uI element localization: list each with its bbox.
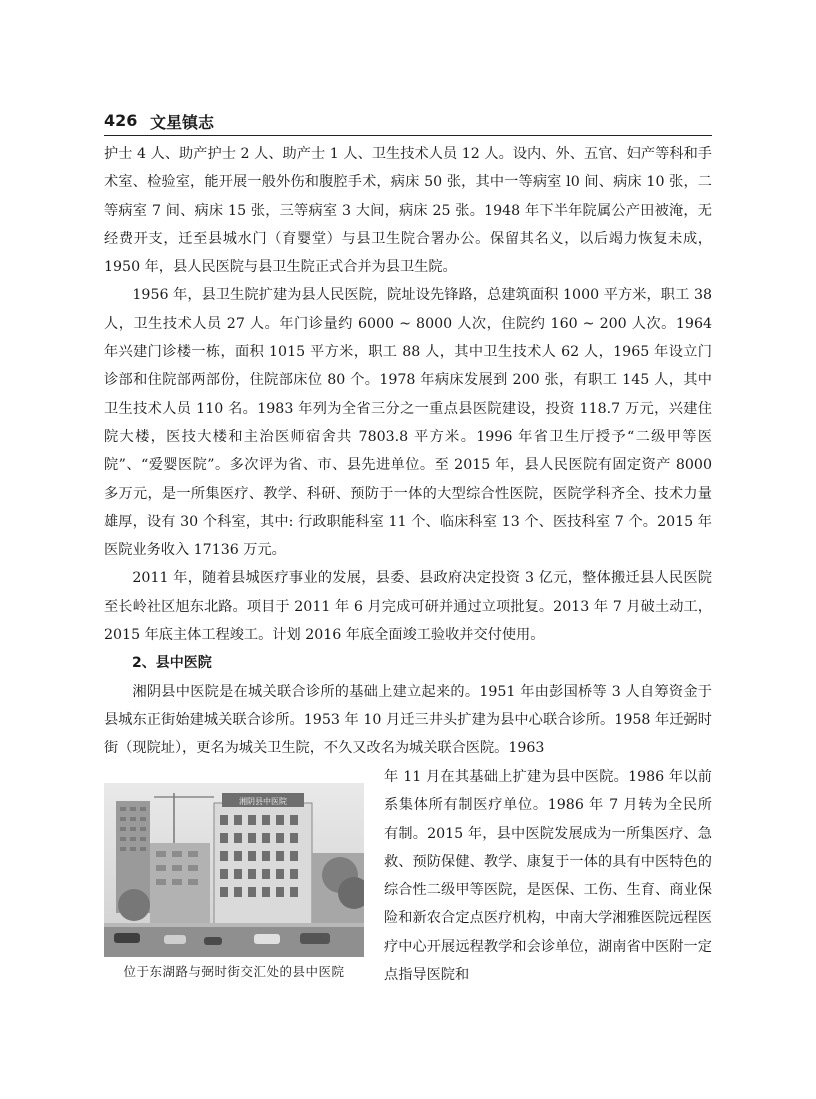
paragraph: 湘阴县中医院是在城关联合诊所的基础上建立起来的。1951 年由彭国桥等 3 人自筹资金于县城东正街始建城关联合诊所。1953 年 10 月迁三井头扩建为县中心联合诊所。1958 年迁弼时街（现院址），更名为城关卫生院，不久又改名为城关联合医院。1963 (104, 683, 712, 757)
page-header (104, 109, 712, 136)
main-text (104, 140, 712, 763)
paragraph: 护士 4 人、助产护士 2 人、助产士 1 人、卫生技术人员 12 人。设内、外、五官、妇产等科和手术室、检验室，能开展一般外伤和腹腔手术，病床 50 张，其中一等病室 l0 间、病床 10 张，二等病室 7 间、病床 15 张，三等病室 3 大间，病床 25 张。1948 年下半年院属公产田被淹，无经费开支，迁至县城水门（育婴堂）与县卫生院合署办公。保留其名义，以后竭力恢复未成，1950 年，县人民医院与县卫生院正式合并为县卫生院。 (104, 146, 712, 276)
section-heading: 2、县中医院 (132, 655, 212, 672)
paragraph: 2011 年，随着县城医疗事业的发展，县委、县政府决定投资 3 亿元，整体搬迁县人民医院至长岭社区旭东北路。项目于 2011 年 6 月完成可研并通过立项批复。2013 年 7 月破土动工，2015 年底主体工程竣工。计划 2016 年底全面竣工验收并交付使用。 (104, 570, 712, 644)
hospital-sign-text: 湘阴县中医院 (239, 797, 287, 806)
paragraph-continuation: 年 11 月在其基础上扩建为县中医院。1986 年以前系集体所有制医疗单位。1986 年 7 月转为全民所有制。2015 年，县中医院发展成为一所集医疗、急救、预防保健、教学、康复于一体的具有中医特色的综合性二级甲等医院，是医保、工伤、生育、商业保险和新农合定点医疗机构，中南大学湘雅医院远程医疗中心开展远程教学和会诊单位，湖南省中医附一定点指导医院和 (384, 769, 712, 984)
hospital-photo-illustration (104, 783, 364, 957)
book-title: 文星镇志 (150, 113, 215, 132)
photo-caption: 位于东湖路与弼时街交汇处的县中医院 (123, 964, 345, 979)
page-number: 426 (104, 111, 138, 130)
wrapped-text-column (384, 763, 712, 989)
hospital-photo (104, 783, 364, 957)
paragraph: 1956 年，县卫生院扩建为县人民医院，院址设先锋路，总建筑面积 1000 平方米，职工 38 人，卫生技术人员 27 人。年门诊量约 6000 ~ 8000 人次，住院约 160 ~ 200 人次。1964 年兴建门诊楼一栋，面积 1015 平方米，职工 88 人，其中卫生技术人 62 人，1965 年设立门诊部和住院部两部份，住院部床位 80 个。1978 年病床发展到 200 张，有职工 145 人，其中卫生技术人员 110 名。1983 年列为全省三分之一重点县医院建设，投资 118.7 万元，兴建住院大楼，医技大楼和主治医师宿舍共 7803.8 平方米。1996 年省卫生厅授予“二级甲等医院”、“爱婴医院”。多次评为省、市、县先进单位。至 2015 年，县人民医院有固定资产 8000 多万元，是一所集医疗、教学、科研、预防于一体的大型综合性医院，医院学科齐全、技术力量雄厚，设有 30 个科室，其中: 行政职能科室 11 个、临床科室 13 个、医技科室 7 个。2015 年医院业务收入 17136 万元。 (104, 287, 712, 559)
